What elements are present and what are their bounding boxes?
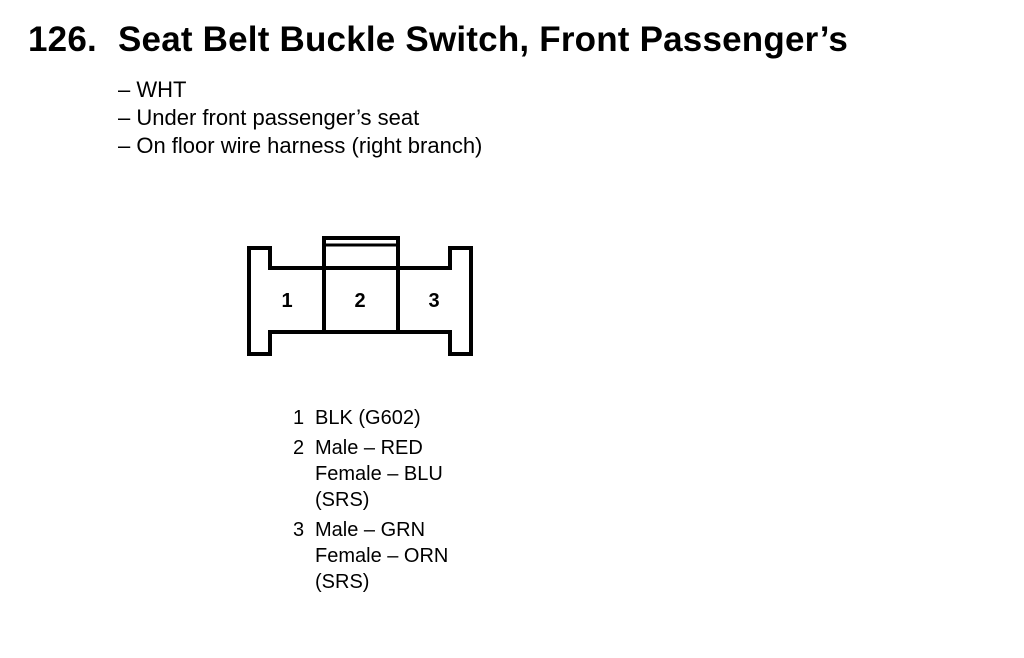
component-number: 126. bbox=[28, 20, 97, 59]
cavity-label-1: 1 bbox=[281, 290, 293, 312]
cavity-label-2: 2 bbox=[354, 290, 366, 312]
pin-wire: BLK (G602) bbox=[315, 407, 421, 429]
pin-wire-male: Male – RED bbox=[315, 437, 423, 459]
pin-row bbox=[293, 517, 448, 595]
pin-wire-female: Female – BLU bbox=[315, 463, 443, 485]
pin-wire-female: Female – ORN bbox=[315, 545, 449, 567]
pin-wire-male: Male – GRN bbox=[315, 519, 426, 541]
pin-number: 2 bbox=[293, 437, 305, 459]
pin-row bbox=[293, 405, 448, 431]
connector-location: – Under front passenger’s seat bbox=[118, 105, 420, 130]
pin-system: (SRS) bbox=[315, 571, 370, 593]
connector-harness: – On floor wire harness (right branch) bbox=[118, 133, 483, 158]
component-title bbox=[28, 20, 848, 60]
connector-face-diagram bbox=[240, 230, 480, 365]
pin-assignment-list bbox=[293, 405, 448, 599]
component-name: Seat Belt Buckle Switch, Front Passenger’s bbox=[118, 20, 849, 59]
connector-info bbox=[118, 76, 482, 160]
pin-system: (SRS) bbox=[315, 489, 370, 511]
connector-lock-tab bbox=[324, 238, 398, 268]
pin-number: 1 bbox=[293, 407, 305, 429]
pin-number: 3 bbox=[293, 519, 305, 541]
connector-color: – WHT bbox=[118, 77, 187, 102]
cavity-label-3: 3 bbox=[428, 290, 440, 312]
pin-row bbox=[293, 435, 448, 513]
